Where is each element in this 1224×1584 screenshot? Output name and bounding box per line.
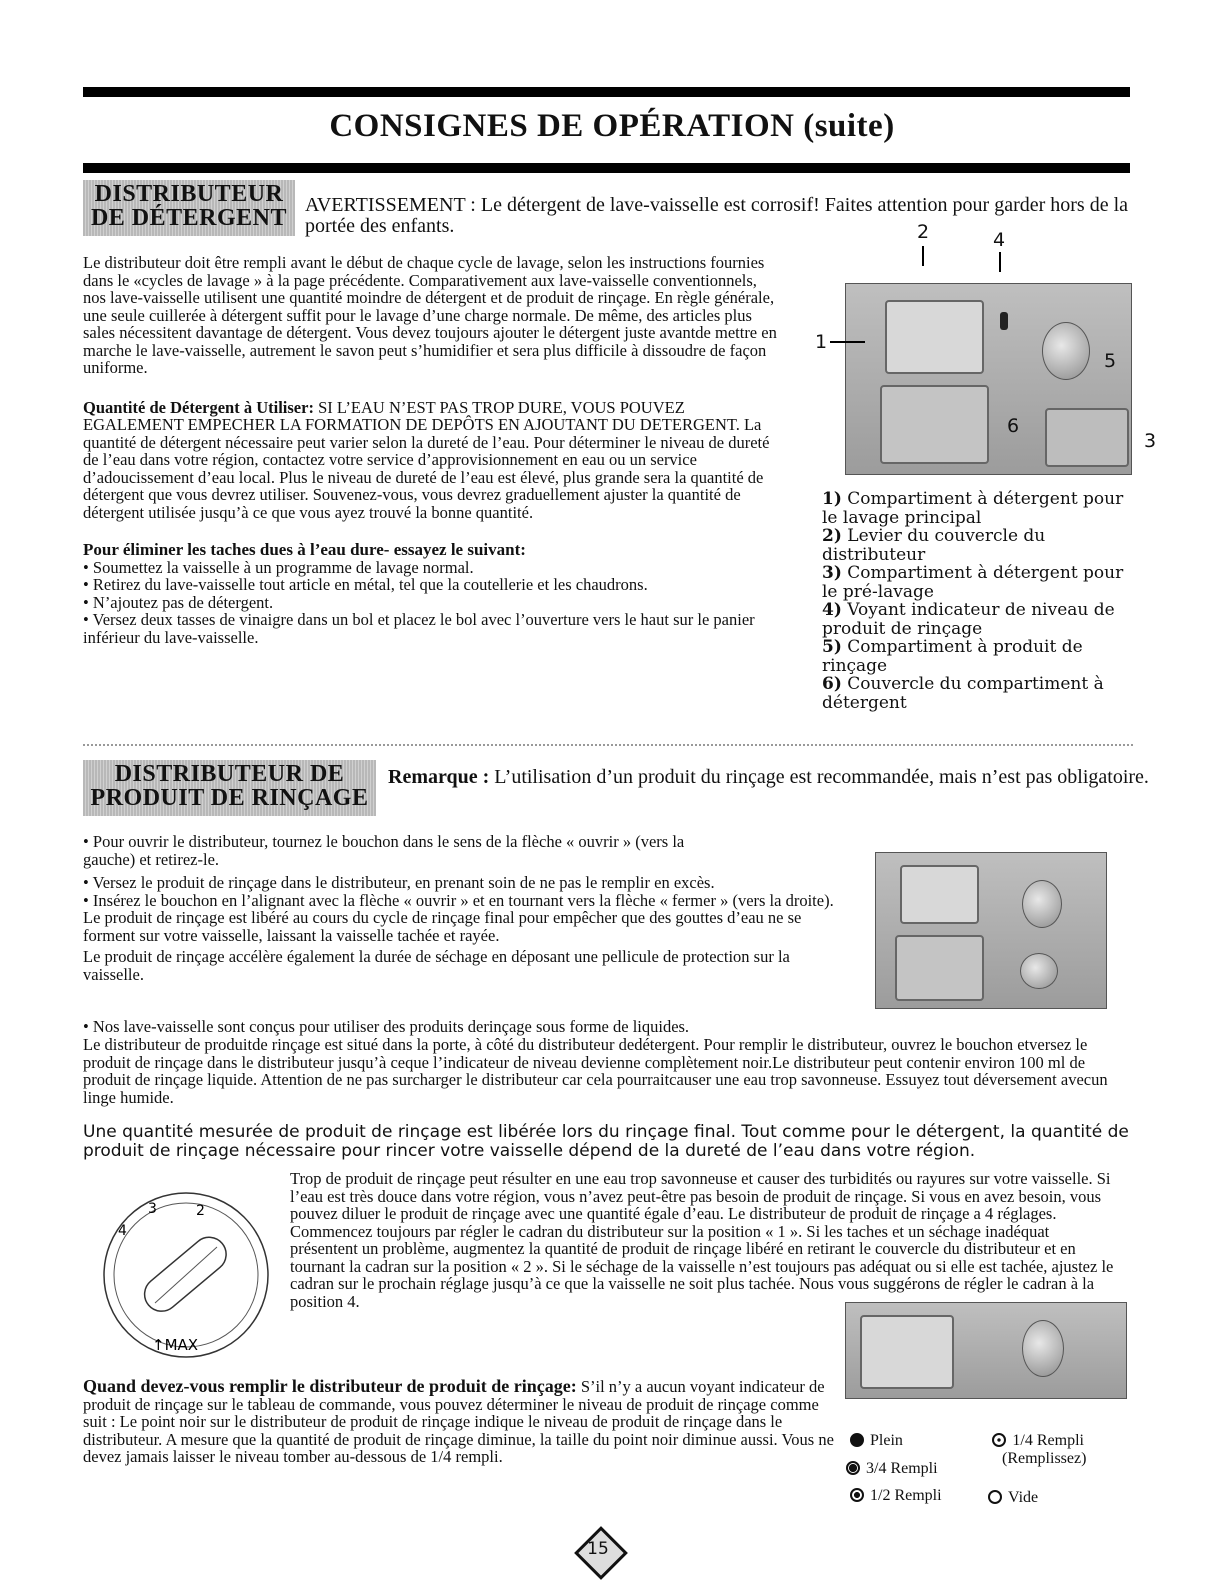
list-item: Le produit de rinçage accélère également la durée de séchage en déposant une pellicule de protection sur la vaisselle.: [83, 947, 790, 984]
list-item: • Insérez le bouchon en l’alignant avec la flèche « ouvrir » et en tournant vers la flèche « fermer » (vers la droite).: [83, 890, 834, 910]
warning-label: AVERTISSEMENT :: [305, 194, 476, 216]
rinse-heading-line2: PRODUIT DE RINÇAGE: [90, 785, 369, 811]
arrow-icon: [922, 246, 924, 266]
title-underline-rule: [83, 163, 1130, 173]
part-item: 4) Voyant indicateur de niveau de produit de rinçage: [822, 600, 1115, 639]
compartment-cover: [895, 935, 984, 1001]
list-item: Le produit de rinçage est libéré au cours du cycle de rinçage final pour empêcher que des gouttes d’eau ne se forment sur votre vaisselle, laissant la vaisselle tachée et rayée.: [83, 908, 802, 945]
callout-3: 3: [1144, 430, 1157, 452]
callout-2: 2: [917, 221, 930, 243]
warning-text: Le détergent de lave-vaisselle est corrosif! Faites attention pour garder hors de la portée des enfants.: [305, 194, 1129, 237]
full-dot-icon: [850, 1433, 864, 1447]
level-three-quarter: 3/4 Rempli: [846, 1460, 938, 1478]
prewash-compartment: [1045, 408, 1129, 467]
page-title: CONSIGNES DE OPÉRATION (suite): [329, 108, 895, 144]
list-item: • Retirez du lave-vaisselle tout article en métal, tel que la coutellerie et les chaudrons.: [83, 575, 648, 594]
dial-handle: [138, 1230, 233, 1318]
detergent-section-heading: [83, 180, 295, 236]
compartment: [860, 1315, 954, 1389]
when-label: Quand devez-vous remplir le distributeur de produit de rinçage:: [83, 1376, 577, 1396]
part-item: 3) Compartiment à détergent pour le pré-lavage: [822, 563, 1124, 602]
arrow-icon: [830, 341, 865, 343]
when-text: S’il n’y a aucun voyant indicateur de produit de rinçage sur le tableau de commande, vous pouvez déterminer le niveau de produit de rinçage comme suit : Le point noir sur le distributeur de produit de rinçage indique le niveau de produit de rinçage dans le distributeur. A mesure que la quantité de produit de rinçage diminue, la taille du point noir diminue aussi. Vous ne devez jamais laisser le niveau tomber au-dessous de 1/4 rempli.: [83, 1377, 834, 1466]
compartment: [900, 865, 979, 924]
dial-handle-line: [155, 1247, 217, 1303]
rinse-aid-cap: [1042, 322, 1090, 380]
part-item: 2) Levier du couvercle du distributeur: [822, 526, 1046, 565]
rinse-aid-cap: [1022, 1320, 1064, 1377]
empty-dot-icon: [988, 1490, 1002, 1504]
list-item: • Versez le produit de rinçage dans le distributeur, en prenant soin de ne pas le remplir en excès.: [83, 873, 715, 892]
callout-4: 4: [993, 229, 1006, 251]
main-wash-compartment: [885, 300, 984, 374]
three-quarter-dot-icon: [846, 1461, 860, 1475]
list-item: • N’ajoutez pas de détergent.: [83, 592, 274, 612]
detergent-warning: [305, 195, 1135, 237]
detergent-cover: [880, 385, 989, 464]
arrow-icon: [999, 252, 1001, 272]
list-item: • Pour ouvrir le distributeur, tournez le bouchon dans le sens de la flèche « ouvrir » (vers la gauche) et retirez-le.: [83, 832, 685, 869]
rinse-location-para: Le distributeur de produitde rinçage est situé dans la porte, à côté du distributeur dedétergent. Pour remplir le distributeur, ouvrez le bouchon etversez le produit de rinçage dans le distributeur jusqu’à ceque l’indicateur de niveau devienne complètement noir.Le distributeur peut contenir environ 100 ml de produit de rinçage liquide. Attention de ne pas surcharger le distributeur car cela pourraitcauser une eau trop savonneuse. Essuyez tout déversement avecun linge humide.: [83, 1035, 1108, 1107]
rinse-measured-para: Une quantité mesurée de produit de rinçage est libérée lors du rinçage final. Tout comme pour le détergent, la quantité de produit de rinçage nécessaire pour rincer votre vaisselle dépend de la dureté de l’eau dans votre région.: [83, 1122, 1129, 1161]
level-empty: Vide: [988, 1489, 1038, 1507]
quantity-label: Quantité de Détergent à Utiliser:: [83, 397, 314, 417]
note-label: Remarque :: [388, 766, 490, 788]
half-dot-icon: [850, 1488, 864, 1502]
detergent-heading-line2: DE DÉTERGENT: [90, 205, 288, 231]
level-indicator: [1000, 312, 1008, 330]
callout-5: 5: [1104, 350, 1117, 372]
rinse-note: [388, 764, 1178, 790]
level-quarter: 1/4 Rempli (Remplissez): [990, 1432, 1086, 1468]
cap-removed-icon: [1020, 953, 1058, 989]
parts-list: [822, 490, 1127, 712]
page-number: 15: [587, 1539, 609, 1559]
rinse-aid-cap: [1022, 880, 1062, 928]
refill-note: (Remplissez): [1002, 1450, 1087, 1467]
dial-label: 4: [118, 1223, 127, 1239]
rinse-instructions: [83, 833, 843, 983]
rinse-section-heading: [83, 760, 376, 816]
rinse-bullet-liquids: • Nos lave-vaisselle sont conçus pour utiliser des produits derinçage sous forme de liquides.: [83, 1017, 690, 1036]
rinse-heading-line1: DISTRIBUTEUR DE: [114, 761, 345, 787]
page-number-badge: [575, 1527, 621, 1573]
top-rule: [83, 87, 1130, 97]
section-divider: [83, 744, 1133, 746]
detergent-body: [83, 254, 783, 646]
note-text: L’utilisation d’un produit du rinçage est recommandée, mais n’est pas obligatoire.: [494, 766, 1149, 788]
level-half: 1/2 Rempli: [850, 1487, 942, 1505]
level-full: Plein: [850, 1432, 903, 1450]
list-item: • Versez deux tasses de vinaigre dans un bol et placez le bol avec l’ouverture vers le haut sur le panier inférieur du lave-vaisselle.: [83, 610, 755, 647]
quantity-text: SI L’EAU N’EST PAS TROP DURE, VOUS POUVEZ EGALEMENT EMPECHER LA FORMATION DE DEPÔTS EN AJOUTANT DU DETERGENT. La quantité de détergent nécessaire peut varier selon la dureté de l’eau. Pour déterminer le niveau de dureté de l’eau dans votre région, contactez votre service d’approvisionnement en eau ou un service d’adoucissement d’eau local. Plus le niveau de dureté de l’eau est élevé, plus grande sera la quantité de détergent que vous devrez utiliser. Souvenez-vous, vous devrez graduellement ajuster la quantité de détergent utilisée jusqu’à ce que vous ayez trouvé la bonne quantité.: [83, 397, 770, 522]
rinse-dial-diagram: [100, 1185, 272, 1365]
dial-label: 3: [148, 1201, 157, 1217]
rinse-when-para: [83, 1378, 843, 1466]
rinse-too-much-para: Trop de produit de rinçage peut résulter en une eau trop savonneuse et causer des turbidités ou rayures sur votre vaisselle. Si l’eau est très douce dans votre région, vous n’avez peut-être pas besoin de produit de rinçage. Si vous en avez besoin, vous pouvez diluer le produit de rinçage avec une quantité égale d’eau. Le distributeur de produit de rinçage a 4 réglages. Commencez toujours par régler le cadran du distributeur sur la position « 1 ». Si les taches et un séchage inadéquat présentent un problème, augmentez la quantité de produit de rinçage libéré en retirant le couvercle du distributeur et en tournant la cadran sur la position « 2 ». Si le séchage de la vaisselle n’est toujours pas adéquat ou si elle est tachée, ajustez le cadran sur le prochain réglage jusqu’à ce que la vaisselle ne soit plus tachée. Nous vous suggérons de régler le cadran à la position 4.: [290, 1169, 1114, 1311]
dial-max-label: ↑MAX: [152, 1336, 199, 1354]
part-item: 5) Compartiment à produit de rinçage: [822, 637, 1083, 676]
callout-6: 6: [1007, 415, 1020, 437]
quarter-dot-icon: [992, 1433, 1006, 1447]
list-item: • Soumettez la vaisselle à un programme de lavage normal.: [83, 557, 474, 577]
stains-heading: Pour éliminer les taches dues à l’eau dure- essayez le suivant:: [83, 540, 526, 559]
detergent-heading-line1: DISTRIBUTEUR: [94, 181, 284, 207]
part-item: 1) Compartiment à détergent pour le lavage principal: [822, 489, 1124, 528]
dial-label: 2: [196, 1203, 205, 1219]
detergent-quantity: [83, 399, 783, 522]
part-item: 6) Couvercle du compartiment à détergent: [822, 674, 1104, 713]
stains-list: [83, 559, 783, 647]
detergent-intro: Le distributeur doit être rempli avant le début de chaque cycle de lavage, selon les instructions fournies dans le «cycles de lavage » à la page précédente. Comparativement aux lave-vaisselle conventionnels, nos lave-vaisselle utilisent une quantité moindre de détergent et de produit de rinçage. En règle générale, une seule cuillerée à détergent suffit pour le lavage d’une charge normale. De même, des articles plus sales nécessitent davantage de détergent. Vous devez toujours ajouter le détergent juste avantde mettre en marche le lave-vaisselle, autrement le savon peut s’humidifier et sera plus difficile à dissoudre de façon uniforme.: [83, 253, 777, 377]
callout-1: 1: [815, 331, 828, 353]
